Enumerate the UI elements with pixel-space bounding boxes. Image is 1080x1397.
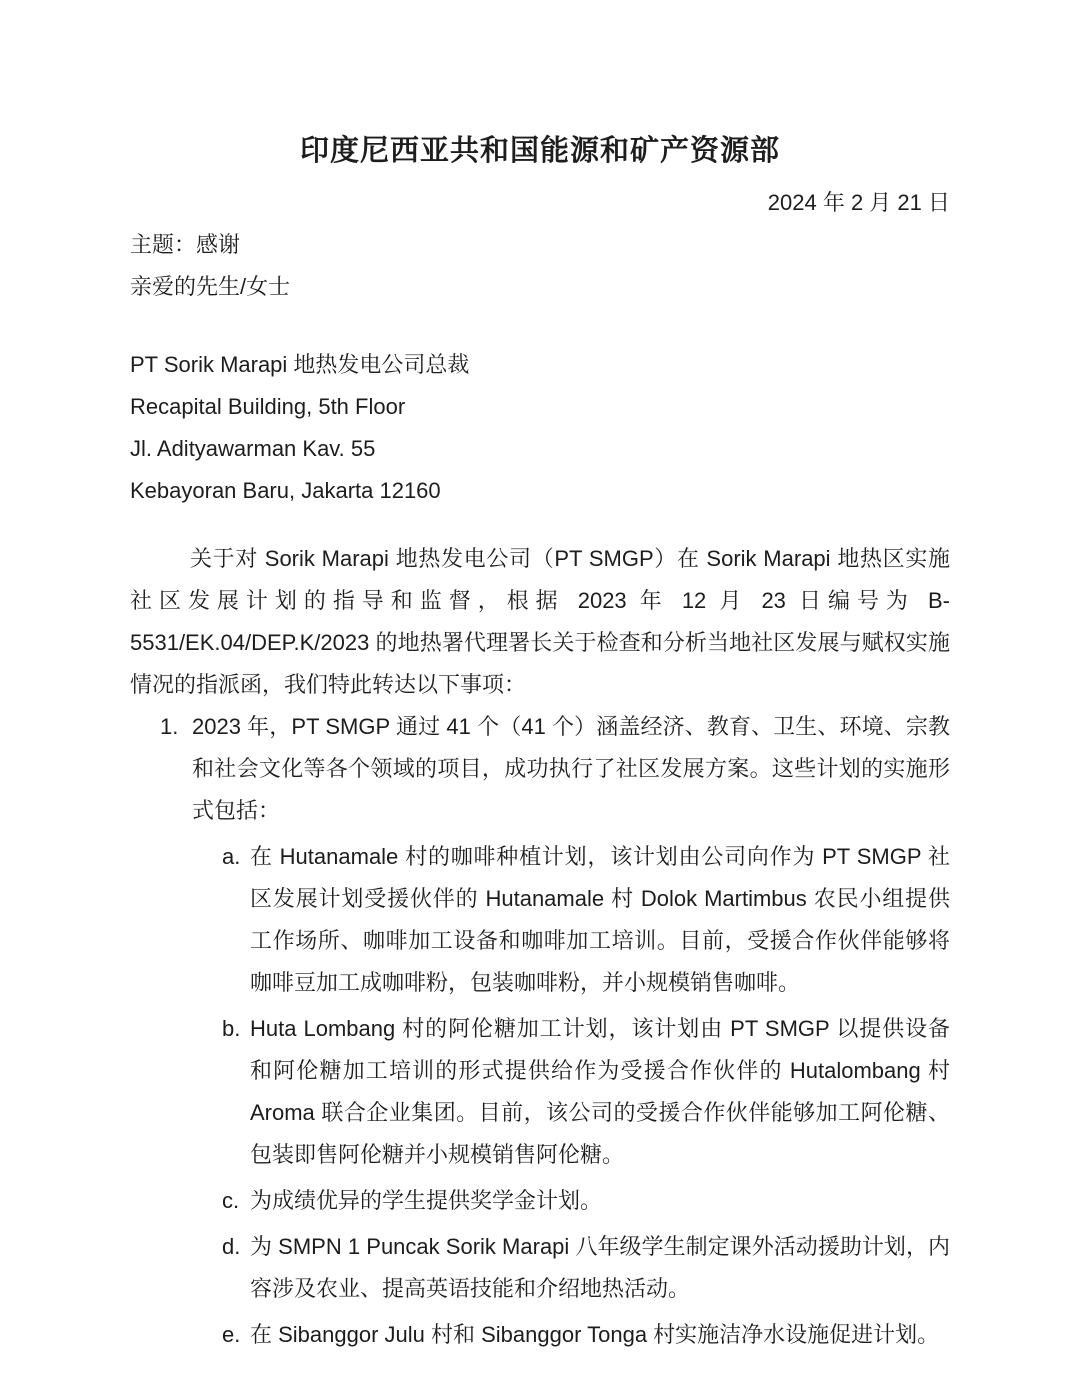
- sub-item-b-marker: b.: [222, 1016, 241, 1041]
- recipient-city-line: Kebayoran Baru, Jakarta 12160: [130, 478, 441, 503]
- recipient-building-line: Recapital Building, 5th Floor: [130, 394, 406, 419]
- sub-item-d-text: 为 SMPN 1 Puncak Sorik Marapi 八年级学生制定课外活动援助计划，内容涉及农业、提高英语技能和介绍地热活动。: [250, 1234, 950, 1301]
- intro-paragraph: 关于对 Sorik Marapi 地热发电公司（PT SMGP）在 Sorik Marapi 地热区实施社区发展计划的指导和监督，根据 2023 年 12 月 23 日编号为 B-5531/EK.04/DEP.K/2023 的地热署代理署长关于检查和分析当地社区发展与赋权实施情况的指派函，我们特此转达以下事项：: [130, 546, 950, 697]
- salutation-line: 亲爱的先生/女士: [130, 274, 291, 299]
- document-title: 印度尼西亚共和国能源和矿产资源部: [299, 135, 780, 167]
- sub-item-c-text: 为成绩优异的学生提供奖学金计划。: [250, 1188, 603, 1213]
- list-item-1-marker: 1.: [160, 714, 179, 739]
- sub-item-e: [130, 1314, 950, 1356]
- sub-item-c-marker: c.: [222, 1188, 240, 1213]
- recipient-address-block: [130, 344, 950, 512]
- sub-item-a: [130, 836, 950, 1004]
- sub-item-d: [130, 1226, 950, 1310]
- recipient-name-line: PT Sorik Marapi 地热发电公司总裁: [130, 352, 470, 377]
- sub-item-b-text: Huta Lombang 村的阿伦糖加工计划，该计划由 PT SMGP 以提供设备和阿伦糖加工培训的形式提供给作为受援合作伙伴的 Hutalombang 村 Aroma 联合企业集团。目前，该公司的受援合作伙伴能够加工阿伦糖、包装即售阿伦糖并小规模销售阿伦糖。: [250, 1016, 950, 1167]
- recipient-street-line: Jl. Adityawarman Kav. 55: [130, 436, 376, 461]
- sub-item-b: [130, 1008, 950, 1176]
- list-item-1-text: 2023 年，PT SMGP 通过 41 个（41 个）涵盖经济、教育、卫生、环境、宗教和社会文化等各个领域的项目，成功执行了社区发展方案。这些计划的实施形式包括：: [192, 714, 950, 823]
- sub-item-a-text: 在 Hutanamale 村的咖啡种植计划，该计划由公司向作为 PT SMGP 社区发展计划受援伙伴的 Hutanamale 村 Dolok Martimbus 农民小组提供工作场所、咖啡加工设备和咖啡加工培训。目前，受援合作伙伴能够将咖啡豆加工成咖啡粉，包装咖啡粉，并小规模销售咖啡。: [250, 844, 950, 995]
- sub-item-e-marker: e.: [222, 1322, 241, 1347]
- sub-item-d-marker: d.: [222, 1234, 241, 1259]
- sub-item-e-text: 在 Sibanggor Julu 村和 Sibanggor Tonga 村实施洁净水设施促进计划。: [250, 1322, 940, 1347]
- sub-item-a-marker: a.: [222, 844, 241, 869]
- subject-line: 主题：感谢: [130, 232, 241, 257]
- sub-item-c: [130, 1180, 950, 1222]
- date-line: 2024 年 2 月 21 日: [767, 190, 950, 215]
- list-item-1: [130, 706, 950, 1356]
